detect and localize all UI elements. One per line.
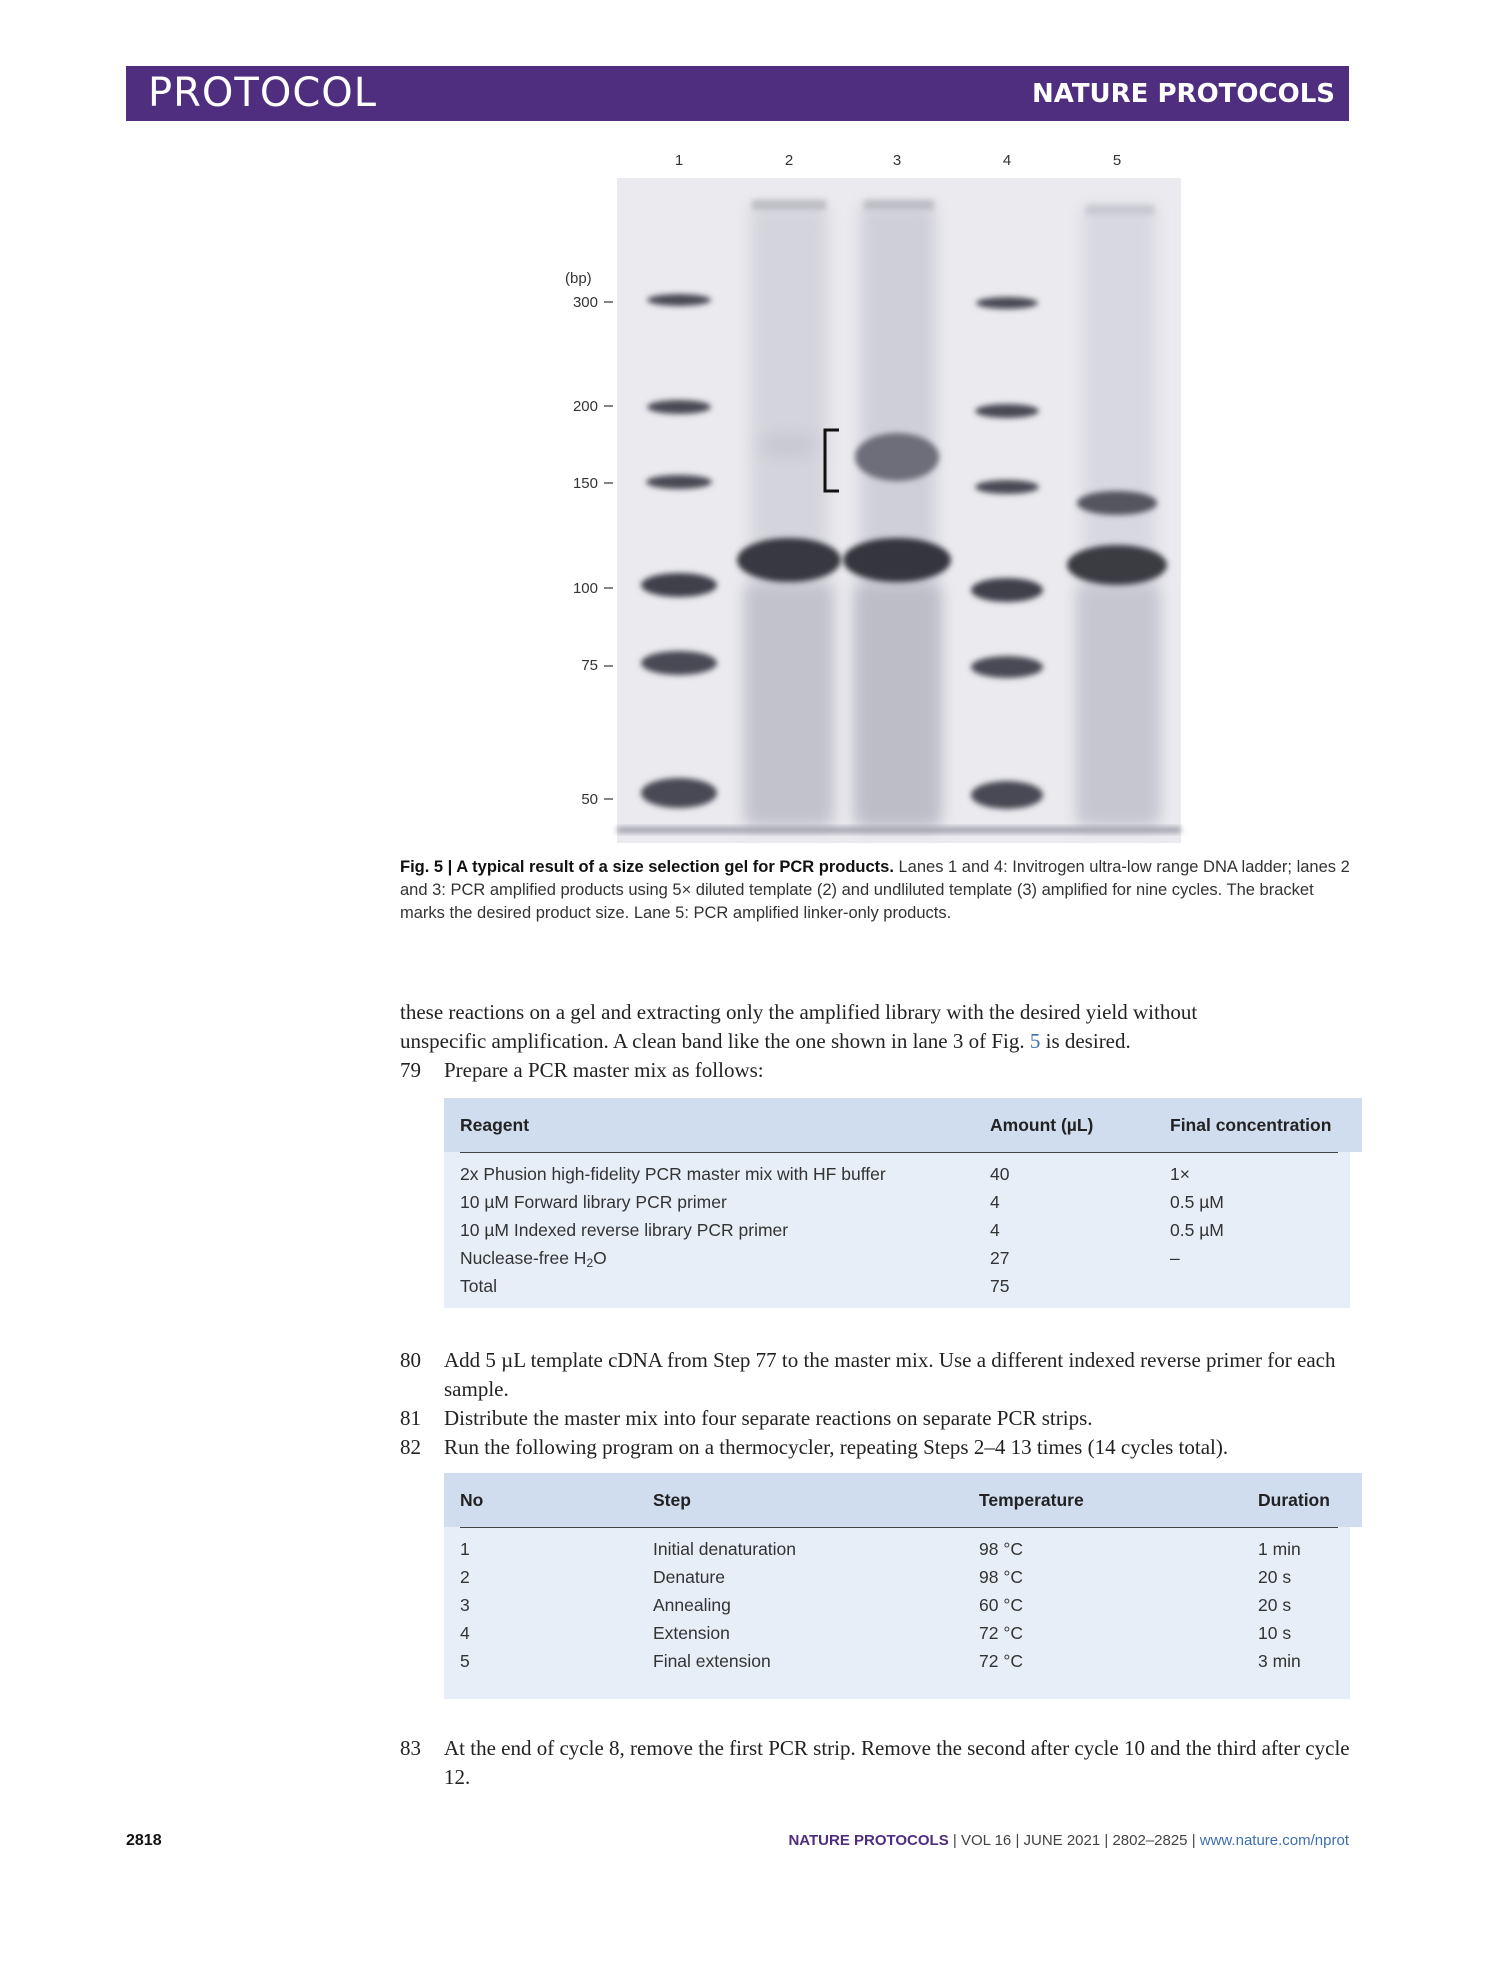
cell-duration: 1 min bbox=[1258, 1539, 1301, 1559]
cell-duration: 10 s bbox=[1258, 1623, 1292, 1643]
h2o-base: Nuclease-free H bbox=[460, 1248, 587, 1268]
ladder4-50 bbox=[971, 781, 1043, 809]
col-header-no: No bbox=[460, 1490, 484, 1510]
lane-2-faint-band bbox=[759, 433, 819, 457]
cell-amount: 4 bbox=[990, 1220, 1000, 1240]
ladder-label-150: 150 bbox=[572, 475, 598, 492]
lane-3-main-band bbox=[843, 538, 951, 582]
cell-amount: 75 bbox=[990, 1276, 1010, 1296]
table-row bbox=[444, 1220, 1350, 1248]
cell-step: Initial denaturation bbox=[653, 1539, 797, 1559]
cell-reagent: 10 µM Forward library PCR primer bbox=[460, 1192, 727, 1212]
intro-paragraph bbox=[400, 998, 1350, 1056]
cell-duration: 20 s bbox=[1258, 1567, 1292, 1587]
cell-reagent bbox=[460, 1248, 607, 1270]
caption-text: Lanes 1 and 4: Invitrogen ultra-low range DNA ladder; lanes 2 and 3: PCR amplified products using 5× diluted template (2) and undliluted template (3) amplified for nine cycles. The bracket marks the desired product size. Lane 5: PCR amplified linker-only products. bbox=[400, 858, 1350, 922]
lane-label-3: 3 bbox=[892, 152, 902, 169]
col-header-final-conc: Final concentration bbox=[1170, 1115, 1332, 1135]
cell-no: 3 bbox=[460, 1595, 470, 1615]
header-bar bbox=[126, 66, 1349, 121]
cell-conc: 0.5 µM bbox=[1170, 1192, 1224, 1212]
lane-2-lower-smear bbox=[745, 585, 833, 825]
ladder1-75 bbox=[641, 651, 717, 675]
ladder-label-100: 100 bbox=[572, 580, 598, 597]
step-number: 81 bbox=[400, 1406, 421, 1430]
table-row bbox=[444, 1651, 1350, 1679]
master-mix-table bbox=[444, 1098, 1350, 1308]
lane-2-main-band bbox=[737, 538, 841, 582]
header-rule bbox=[460, 1152, 1338, 1153]
footer-url-link[interactable]: www.nature.com/nprot bbox=[1199, 1832, 1349, 1849]
ladder1-100 bbox=[641, 573, 717, 597]
cell-no: 4 bbox=[460, 1623, 470, 1643]
journal-name: NATURE PROTOCOLS bbox=[1031, 79, 1335, 109]
ladder4-100 bbox=[971, 578, 1043, 602]
ladder-label-200: 200 bbox=[572, 398, 598, 415]
figure-link[interactable]: 5 bbox=[1029, 1029, 1041, 1053]
lane-2-well bbox=[752, 200, 826, 210]
ladder-label-75: 75 bbox=[581, 657, 598, 674]
lane-label-1: 1 bbox=[674, 152, 684, 169]
table-row bbox=[444, 1192, 1350, 1220]
gel-figure bbox=[540, 145, 1200, 855]
step-number: 79 bbox=[400, 1058, 421, 1082]
cell-step: Extension bbox=[653, 1623, 730, 1643]
ladder4-75 bbox=[971, 656, 1043, 678]
figure-caption bbox=[400, 856, 1350, 925]
col-header-reagent: Reagent bbox=[460, 1115, 530, 1135]
col-header-duration: Duration bbox=[1258, 1490, 1330, 1510]
lane-label-2: 2 bbox=[784, 152, 794, 169]
h2o-subscript: 2 bbox=[586, 1256, 594, 1270]
col-header-amount: Amount (µL) bbox=[990, 1115, 1094, 1135]
ladder4-150 bbox=[975, 480, 1039, 494]
section-label: PROTOCOL bbox=[148, 70, 378, 116]
ladder4-300 bbox=[976, 297, 1038, 309]
table-row bbox=[444, 1539, 1350, 1567]
lane-5-lower-smear bbox=[1077, 585, 1159, 825]
unit-label: (bp) bbox=[565, 270, 592, 287]
step-text: Prepare a PCR master mix as follows: bbox=[444, 1058, 764, 1082]
footer-journal: NATURE PROTOCOLS bbox=[788, 1832, 949, 1849]
ladder1-150 bbox=[646, 475, 712, 489]
table-row bbox=[444, 1623, 1350, 1651]
lane-5-upper-band bbox=[1077, 491, 1157, 515]
step-text: Run the following program on a thermocycler, repeating Steps 2–4 13 times (14 cycles total). bbox=[444, 1435, 1229, 1459]
table-row bbox=[444, 1595, 1350, 1623]
step-text: At the end of cycle 8, remove the first PCR strip. Remove the second after cycle 10 and the third after cycle 12. bbox=[444, 1736, 1350, 1789]
lane-5-main-band bbox=[1067, 545, 1167, 585]
ladder4-200 bbox=[975, 404, 1039, 418]
step-number: 82 bbox=[400, 1435, 421, 1459]
cell-step: Denature bbox=[653, 1567, 725, 1587]
cell-step: Final extension bbox=[653, 1651, 771, 1671]
cell-conc: – bbox=[1170, 1248, 1180, 1268]
step-79 bbox=[400, 1056, 1350, 1085]
cell-conc: 0.5 µM bbox=[1170, 1220, 1224, 1240]
intro-line-2a: unspecific amplification. A clean band like the one shown in lane 3 of Fig. bbox=[400, 1029, 1030, 1053]
intro-line-1: these reactions on a gel and extracting only the amplified library with the desired yield without bbox=[400, 1000, 1198, 1024]
ladder1-50 bbox=[641, 778, 717, 808]
footer-citation bbox=[788, 1832, 1349, 1849]
table-row bbox=[444, 1276, 1350, 1304]
cell-no: 2 bbox=[460, 1567, 470, 1587]
cell-reagent: 10 µM Indexed reverse library PCR primer bbox=[460, 1220, 789, 1240]
table-header-bg bbox=[444, 1473, 1362, 1527]
cell-temp: 72 °C bbox=[979, 1623, 1023, 1643]
thermocycler-table bbox=[444, 1473, 1350, 1699]
caption-title: Fig. 5 | A typical result of a size selection gel for PCR products. bbox=[400, 858, 894, 876]
footer-volume: | VOL 16 | JUNE 2021 | 2802–2825 | bbox=[948, 1832, 1200, 1849]
intro-line-2b: is desired. bbox=[1040, 1029, 1131, 1053]
intro-line-2 bbox=[400, 1027, 1350, 1056]
cell-reagent: Total bbox=[460, 1276, 497, 1296]
lane-label-4: 4 bbox=[1002, 152, 1012, 169]
table-row bbox=[444, 1567, 1350, 1595]
lane-label-5: 5 bbox=[1112, 152, 1122, 169]
ladder1-200 bbox=[647, 400, 711, 414]
step-81 bbox=[400, 1404, 1350, 1433]
cell-reagent: 2x Phusion high-fidelity PCR master mix with HF buffer bbox=[460, 1164, 886, 1184]
step-text: Add 5 µL template cDNA from Step 77 to the master mix. Use a different indexed reverse primer for each sample. bbox=[444, 1348, 1336, 1401]
cell-temp: 72 °C bbox=[979, 1651, 1023, 1671]
step-82 bbox=[400, 1433, 1350, 1462]
ladder-label-300: 300 bbox=[572, 294, 598, 311]
table-row bbox=[444, 1164, 1350, 1192]
cell-amount: 40 bbox=[990, 1164, 1010, 1184]
lane-3-well bbox=[864, 200, 934, 210]
page-number: 2818 bbox=[126, 1832, 162, 1849]
lane-3-lower-smear bbox=[855, 585, 941, 825]
cell-temp: 98 °C bbox=[979, 1567, 1023, 1587]
lane-5-well bbox=[1086, 205, 1154, 215]
cell-amount: 27 bbox=[990, 1248, 1010, 1268]
step-number: 83 bbox=[400, 1736, 421, 1760]
lane-3-target-band bbox=[855, 433, 939, 481]
cell-conc: 1× bbox=[1170, 1164, 1190, 1184]
cell-no: 1 bbox=[460, 1539, 470, 1559]
cell-duration: 3 min bbox=[1258, 1651, 1301, 1671]
gel-image bbox=[540, 145, 1200, 855]
ladder-label-50: 50 bbox=[581, 791, 598, 808]
col-header-step: Step bbox=[653, 1490, 691, 1510]
cell-duration: 20 s bbox=[1258, 1595, 1292, 1615]
table-row bbox=[444, 1248, 1350, 1276]
gel-bottom-edge bbox=[617, 827, 1181, 833]
cell-temp: 98 °C bbox=[979, 1539, 1023, 1559]
cell-no: 5 bbox=[460, 1651, 470, 1671]
h2o-tail: O bbox=[593, 1248, 607, 1268]
header-rule bbox=[460, 1527, 1338, 1528]
ladder1-300 bbox=[647, 294, 711, 306]
step-80 bbox=[400, 1346, 1350, 1404]
cell-temp: 60 °C bbox=[979, 1595, 1023, 1615]
cell-amount: 4 bbox=[990, 1192, 1000, 1212]
step-number: 80 bbox=[400, 1348, 421, 1372]
step-text: Distribute the master mix into four separate reactions on separate PCR strips. bbox=[444, 1406, 1093, 1430]
col-header-temperature: Temperature bbox=[979, 1490, 1084, 1510]
step-83 bbox=[400, 1734, 1350, 1792]
cell-step: Annealing bbox=[653, 1595, 731, 1615]
